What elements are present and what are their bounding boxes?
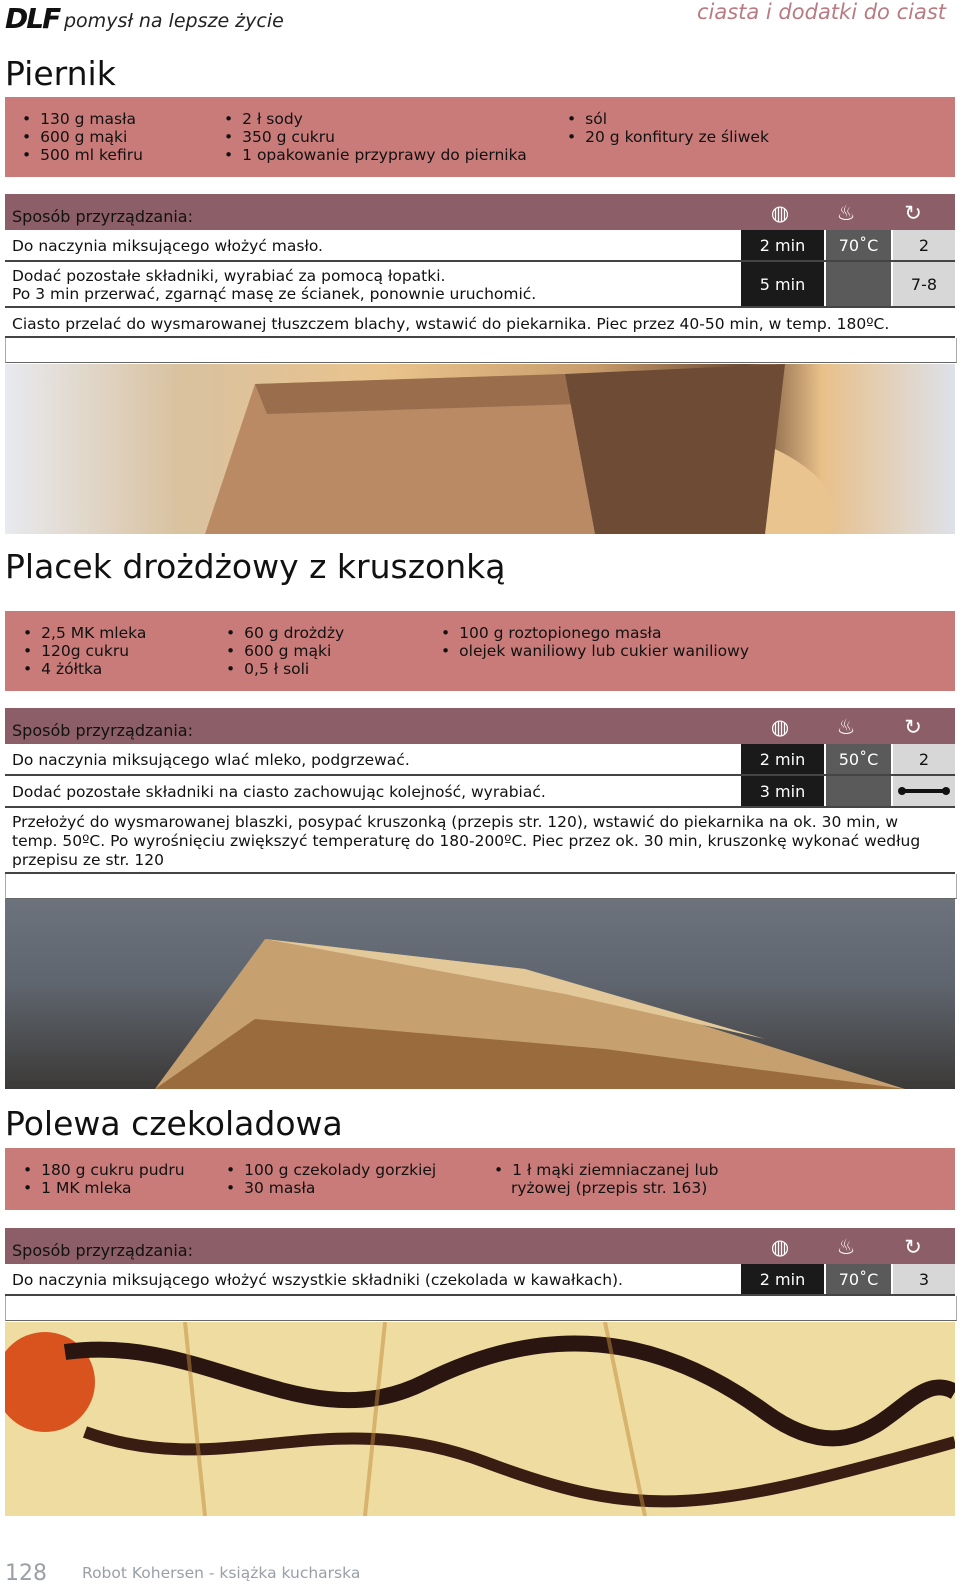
footer-text: Robot Kohersen - książka kucharska bbox=[82, 1564, 361, 1582]
ingredients-panel bbox=[5, 1148, 955, 1210]
step-temp bbox=[826, 262, 891, 306]
ingredients-column bbox=[22, 110, 143, 164]
step-time: 2 min bbox=[741, 230, 824, 260]
ingredients-column bbox=[494, 1161, 734, 1197]
timer-icon: ◍ bbox=[770, 1235, 790, 1259]
blank-row bbox=[5, 1296, 957, 1321]
method-header bbox=[5, 708, 955, 744]
step-text: Do naczynia miksującego włożyć wszystkie składniki (czekolada w kawałkach). bbox=[12, 1271, 623, 1289]
ingredients-column bbox=[23, 624, 146, 678]
kneading-hook-icon bbox=[896, 786, 952, 796]
method-label: Sposób przyrządzania: bbox=[12, 207, 193, 226]
step-speed: 7-8 bbox=[893, 262, 955, 306]
ingredients-column bbox=[226, 1161, 436, 1197]
step-speed: 2 bbox=[893, 744, 955, 774]
ingredient: • 1 ł mąki ziemniaczanej lub ryżowej (przepis str. 163) bbox=[494, 1161, 734, 1197]
ingredient: • olejek waniliowy lub cukier waniliowy bbox=[441, 642, 749, 660]
ingredients-panel bbox=[5, 611, 955, 691]
step-time: 3 min bbox=[741, 776, 824, 806]
step-speed-kneading bbox=[893, 776, 955, 806]
speed-icon: ↻ bbox=[904, 1235, 922, 1259]
ingredient: • 100 g roztopionego masła bbox=[441, 624, 749, 642]
method-label: Sposób przyrządzania: bbox=[12, 1241, 193, 1260]
step-time: 2 min bbox=[741, 744, 824, 774]
timer-icon: ◍ bbox=[770, 201, 790, 225]
ingredient: • 0,5 ł soli bbox=[226, 660, 344, 678]
ingredients-column bbox=[23, 1161, 185, 1197]
step-text: Dodać pozostałe składniki, wyrabiać za pomocą łopatki. Po 3 min przerwać, zgarnąć masę ze ścianek, ponownie uruchomić. bbox=[12, 267, 537, 303]
speed-icon: ↻ bbox=[904, 201, 922, 225]
step-temp: 70˚C bbox=[826, 1264, 891, 1294]
recipe-photo-gingerbread bbox=[5, 364, 955, 534]
ingredient: • 600 g mąki bbox=[226, 642, 344, 660]
ingredient: • 20 g konfitury ze śliwek bbox=[567, 128, 769, 146]
recipe-title: Placek drożdżowy z kruszonką bbox=[5, 547, 506, 586]
step-temp bbox=[826, 776, 891, 806]
ingredient: • 130 g masła bbox=[22, 110, 143, 128]
method-step bbox=[5, 776, 955, 808]
ingredients-column bbox=[441, 624, 749, 660]
ingredient: • 180 g cukru pudru bbox=[23, 1161, 185, 1179]
ingredient: • 500 ml kefiru bbox=[22, 146, 143, 164]
method-step bbox=[5, 262, 955, 308]
step-time: 2 min bbox=[741, 1264, 824, 1294]
ingredient: • 1 MK mleka bbox=[23, 1179, 185, 1197]
ingredient: • 600 g mąki bbox=[22, 128, 143, 146]
ingredients-column bbox=[567, 110, 769, 146]
method-step bbox=[5, 1264, 955, 1296]
ingredients-column bbox=[226, 624, 344, 678]
step-speed: 3 bbox=[893, 1264, 955, 1294]
method-header bbox=[5, 194, 955, 230]
step-speed: 2 bbox=[893, 230, 955, 260]
step-temp: 70˚C bbox=[826, 230, 891, 260]
final-text: Przełożyć do wysmarowanej blaszki, posypać kruszonką (przepis str. 120), wstawić do piekarnika na ok. 30 min, w temp. 50ºC. Po wyrośnięciu zwiększyć temperaturę do 180-200ºC. Piec przez ok. 30 min, kruszonkę wykonać według przepisu ze str. 120 bbox=[12, 813, 921, 869]
recipe-title: Piernik bbox=[5, 54, 116, 93]
speed-icon: ↻ bbox=[904, 715, 922, 739]
section-title: ciasta i dodatki do ciast bbox=[696, 0, 946, 24]
ingredient: • 100 g czekolady gorzkiej bbox=[226, 1161, 436, 1179]
ingredient: • 2 ł sody bbox=[224, 110, 527, 128]
method-step bbox=[5, 744, 955, 776]
step-text: Do naczynia miksującego wlać mleko, podgrzewać. bbox=[12, 751, 410, 769]
ingredient: • 4 żółtka bbox=[23, 660, 146, 678]
brand-slogan: pomysł na lepsze życie bbox=[64, 10, 284, 32]
page-number: 128 bbox=[5, 1561, 47, 1586]
brand-logo: DLF bbox=[5, 2, 60, 35]
step-time: 5 min bbox=[741, 262, 824, 306]
ingredients-panel bbox=[5, 97, 955, 177]
photo-illustration bbox=[5, 364, 955, 534]
thermometer-icon: ♨ bbox=[836, 201, 856, 225]
step-text: Do naczynia miksującego włożyć masło. bbox=[12, 237, 323, 255]
step-temp: 50˚C bbox=[826, 744, 891, 774]
method-step bbox=[5, 230, 955, 262]
recipe-photo-crumble-cake bbox=[5, 899, 955, 1089]
ingredient: • 1 opakowanie przyprawy do piernika bbox=[224, 146, 527, 164]
blank-row bbox=[5, 874, 957, 899]
ingredient: • 350 g cukru bbox=[224, 128, 527, 146]
thermometer-icon: ♨ bbox=[836, 715, 856, 739]
step-text: Dodać pozostałe składniki na ciasto zachowując kolejność, wyrabiać. bbox=[12, 783, 546, 801]
recipe-photo-chocolate-glaze bbox=[5, 1322, 955, 1516]
method-final-step bbox=[5, 808, 955, 874]
ingredient: • 60 g drożdży bbox=[226, 624, 344, 642]
photo-illustration bbox=[5, 1322, 955, 1516]
method-header bbox=[5, 1228, 955, 1264]
blank-row bbox=[5, 338, 957, 363]
thermometer-icon: ♨ bbox=[836, 1235, 856, 1259]
final-text: Ciasto przelać do wysmarowanej tłuszczem blachy, wstawić do piekarnika. Piec przez 40-50 min, w temp. 180ºC. bbox=[12, 315, 890, 333]
ingredient: • 2,5 MK mleka bbox=[23, 624, 146, 642]
method-label: Sposób przyrządzania: bbox=[12, 721, 193, 740]
ingredients-column bbox=[224, 110, 527, 164]
recipe-title: Polewa czekoladowa bbox=[5, 1104, 343, 1143]
timer-icon: ◍ bbox=[770, 715, 790, 739]
method-final-step bbox=[5, 308, 955, 338]
ingredient: • 30 masła bbox=[226, 1179, 436, 1197]
ingredient: • 120g cukru bbox=[23, 642, 146, 660]
ingredient: • sól bbox=[567, 110, 769, 128]
photo-illustration bbox=[5, 899, 955, 1089]
